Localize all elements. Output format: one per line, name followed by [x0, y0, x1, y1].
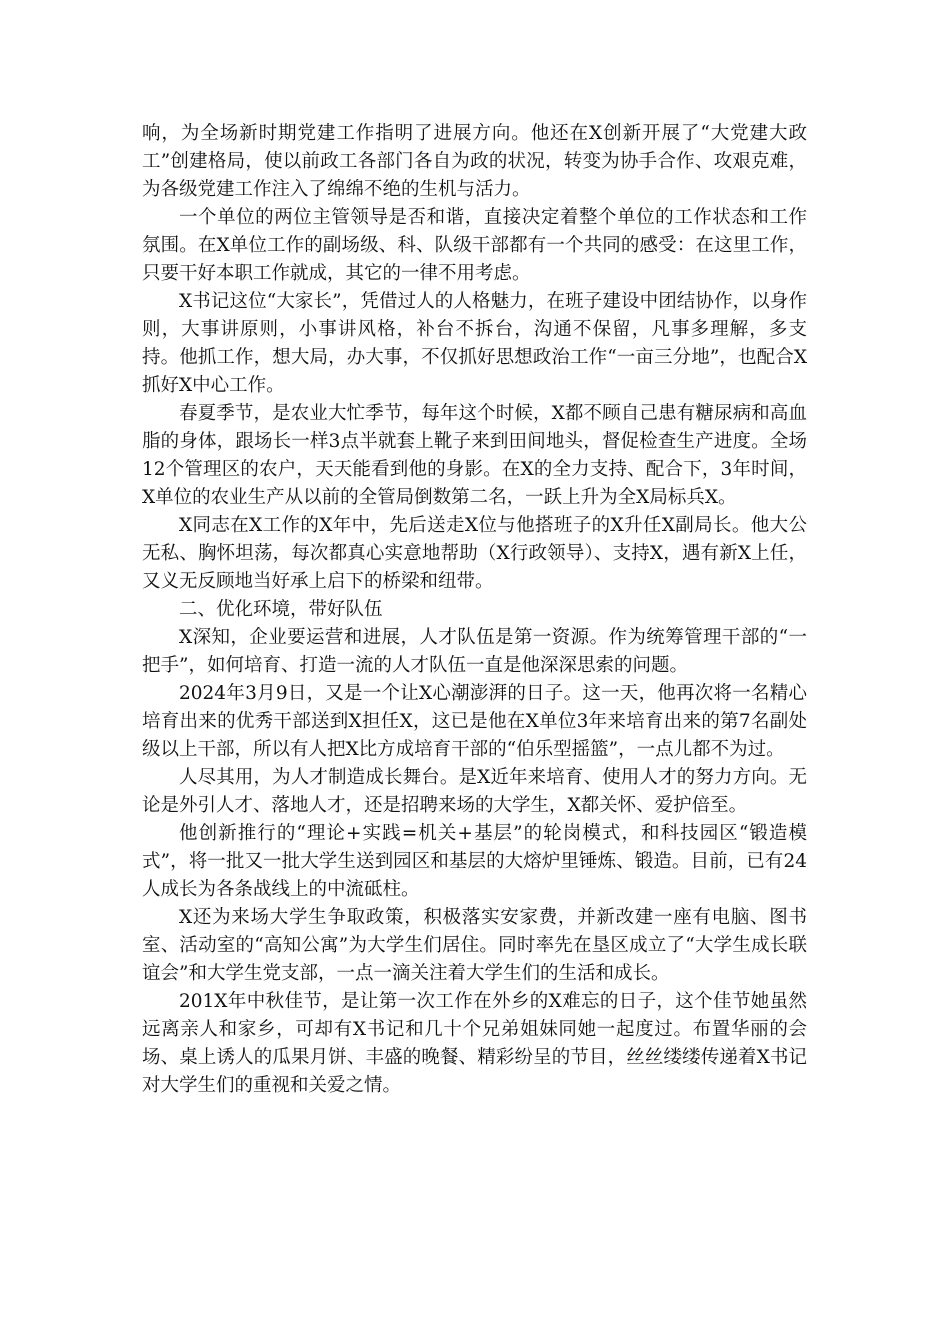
paragraph: 201X年中秋佳节，是让第一次工作在外乡的X难忘的日子，这个佳节她虽然远离亲人和家乡，可却有X书记和几十个兄弟姐妹同她一起度过。布置华丽的会场、桌上诱人的瓜果月饼、丰盛的晚餐、精彩纷呈的节目，丝丝缕缕传递着X书记对大学生们的重视和关爱之情。 [142, 991, 807, 1096]
paragraph: X还为来场大学生争取政策，积极落实安家费，并新改建一座有电脑、图书室、活动室的“高知公寓”为大学生们居住。同时率先在垦区成立了“大学生成长联谊会”和大学生党支部，一点一滴关注着大学生们的生活和成长。 [142, 907, 807, 984]
paragraph: X同志在X工作的X年中，先后送走X位与他搭班子的X升任X副局长。他大公无私、胸怀坦荡，每次都真心实意地帮助（X行政领导）、支持X，遇有新X上任，又义无反顾地当好承上启下的桥梁和纽带。 [142, 515, 807, 592]
paragraph: 2024年3月9日，又是一个让X心潮澎湃的日子。这一天，他再次将一名精心培育出来的优秀干部送到X担任X，这已是他在X单位3年来培育出来的第7名副处级以上干部，所以有人把X比方成培育干部的“伯乐型摇篮”，一点儿都不为过。 [142, 683, 807, 760]
paragraph: 他创新推行的“理论+实践=机关+基层”的轮岗模式，和科技园区“锻造模式”，将一批又一批大学生送到园区和基层的大熔炉里锤炼、锻造。目前，已有24人成长为各条战线上的中流砥柱。 [142, 823, 807, 900]
section-heading: 二、优化环境，带好队伍 [179, 599, 383, 620]
paragraph: 春夏季节，是农业大忙季节，每年这个时候，X都不顾自己患有糖尿病和高血脂的身体，跟场长一样3点半就套上靴子来到田间地头，督促检查生产进度。全场12个管理区的农户，天天能看到他的身影。在X的全力支持、配合下，3年时间，X单位的农业生产从以前的全管局倒数第二名，一跃上升为全X局标兵X。 [142, 403, 807, 508]
paragraph: X深知，企业要运营和进展，人才队伍是第一资源。作为统筹管理干部的“一把手”，如何培育、打造一流的人才队伍一直是他深深思索的问题。 [142, 627, 807, 676]
paragraph: 一个单位的两位主管领导是否和谐，直接决定着整个单位的工作状态和工作氛围。在X单位工作的副场级、科、队级干部都有一个共同的感受：在这里工作，只要干好本职工作就成，其它的一律不用考虑。 [142, 207, 807, 284]
paragraph: 人尽其用，为人才制造成长舞台。是X近年来培育、使用人才的努力方向。无论是外引人才、落地人才，还是招聘来场的大学生，X都关怀、爱护倍至。 [142, 767, 807, 816]
paragraph-continued: 响，为全场新时期党建工作指明了进展方向。他还在X创新开展了“大党建大政工”创建格局，使以前政工各部门各自为政的状况，转变为协手合作、攻艰克难，为各级党建工作注入了绵绵不绝的生机与活力。 [142, 123, 807, 200]
document-body [142, 120, 807, 1100]
paragraph: X书记这位“大家长”，凭借过人的人格魅力，在班子建设中团结协作，以身作则，大事讲原则，小事讲风格，补台不拆台，沟通不保留，凡事多理解，多支持。他抓工作，想大局，办大事，不仅抓好思想政治工作“一亩三分地”，也配合X抓好X中心工作。 [142, 291, 807, 396]
